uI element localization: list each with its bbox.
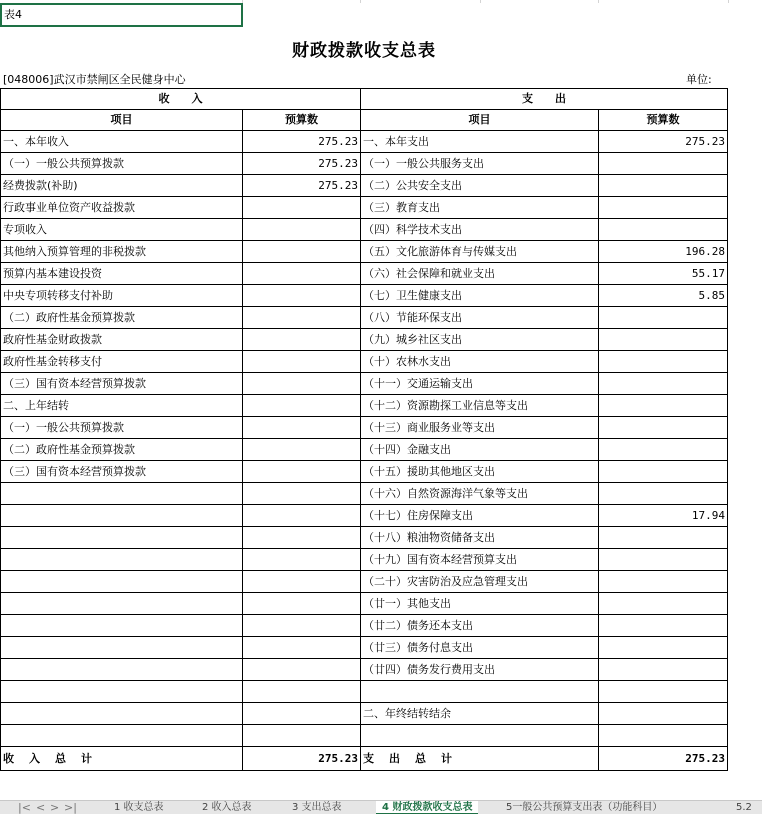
expense-value-cell[interactable] — [599, 571, 728, 593]
expense-item-cell[interactable]: （廿二）债务还本支出 — [361, 615, 599, 637]
expense-value-cell[interactable] — [599, 417, 728, 439]
tab-6[interactable]: 5.2 — [736, 802, 752, 813]
income-item-cell[interactable]: （二）政府性基金预算拨款 — [1, 307, 243, 329]
table-row — [1, 571, 728, 593]
expense-item-cell[interactable]: （五）文化旅游体育与传媒支出 — [361, 241, 599, 263]
expense-item-cell[interactable]: （十三）商业服务业等支出 — [361, 417, 599, 439]
expense-item-cell[interactable]: 一、本年支出 — [361, 131, 599, 153]
income-value-cell[interactable] — [243, 241, 361, 263]
income-value-cell[interactable] — [243, 703, 361, 725]
tab-5[interactable]: 5一般公共预算支出表（功能科目） — [506, 802, 663, 813]
expense-item-cell[interactable]: （十一）交通运输支出 — [361, 373, 599, 395]
income-value-cell[interactable]: 275.23 — [243, 153, 361, 175]
income-item-cell[interactable]: 政府性基金转移支付 — [1, 351, 243, 373]
expense-value-cell[interactable] — [599, 659, 728, 681]
income-item-cell[interactable] — [1, 483, 243, 505]
income-value-cell[interactable] — [243, 549, 361, 571]
income-item-cell[interactable] — [1, 637, 243, 659]
table-row — [1, 373, 728, 395]
income-item-cell[interactable] — [1, 549, 243, 571]
expense-budget-header: 预算数 — [599, 110, 728, 131]
income-item-cell[interactable] — [1, 681, 243, 703]
table-row — [1, 285, 728, 307]
table-row — [1, 329, 728, 351]
income-value-cell[interactable] — [243, 373, 361, 395]
selected-cell[interactable]: 表4 — [0, 3, 243, 27]
table-row — [1, 461, 728, 483]
expense-value-cell[interactable] — [599, 703, 728, 725]
table-row — [1, 703, 728, 725]
income-item-cell[interactable]: 其他纳入预算管理的非税拨款 — [1, 241, 243, 263]
table-row — [1, 615, 728, 637]
income-value-cell[interactable] — [243, 439, 361, 461]
expense-item-cell[interactable]: （七）卫生健康支出 — [361, 285, 599, 307]
expense-value-cell[interactable]: 17.94 — [599, 505, 728, 527]
income-item-cell[interactable] — [1, 615, 243, 637]
expense-section-header: 支 出 — [361, 89, 728, 110]
table-row — [1, 351, 728, 373]
income-value-cell[interactable] — [243, 681, 361, 703]
expense-item-cell[interactable]: （廿三）债务付息支出 — [361, 637, 599, 659]
income-item-cell[interactable]: 行政事业单位资产收益拨款 — [1, 197, 243, 219]
table-row — [1, 153, 728, 175]
table-row — [1, 659, 728, 681]
table-row — [1, 197, 728, 219]
expense-item-cell[interactable]: （十六）自然资源海洋气象等支出 — [361, 483, 599, 505]
table-row — [1, 263, 728, 285]
income-item-cell[interactable] — [1, 571, 243, 593]
last-sheet-icon[interactable]: >| — [64, 801, 77, 814]
expense-item-cell[interactable]: （八）节能环保支出 — [361, 307, 599, 329]
income-section-header: 收 入 — [1, 89, 361, 110]
income-item-cell[interactable]: （一）一般公共预算拨款 — [1, 417, 243, 439]
table-row — [1, 131, 728, 153]
income-budget-header: 预算数 — [243, 110, 361, 131]
expense-item-cell[interactable]: （六）社会保障和就业支出 — [361, 263, 599, 285]
table-row — [1, 593, 728, 615]
tab-1[interactable]: 1 收支总表 — [114, 802, 164, 813]
unit-label: 单位: — [686, 73, 712, 86]
income-value-cell[interactable] — [243, 571, 361, 593]
income-item-cell[interactable]: （三）国有资本经营预算拨款 — [1, 461, 243, 483]
expense-item-cell[interactable]: （二十）灾害防治及应急管理支出 — [361, 571, 599, 593]
expense-value-cell[interactable] — [599, 219, 728, 241]
table-row — [1, 725, 728, 747]
budget-table — [0, 88, 728, 771]
expense-value-cell[interactable]: 55.17 — [599, 263, 728, 285]
income-item-cell[interactable] — [1, 659, 243, 681]
income-item-cell[interactable] — [1, 593, 243, 615]
income-value-cell[interactable] — [243, 329, 361, 351]
expense-value-cell[interactable] — [599, 351, 728, 373]
expense-item-cell[interactable]: （一）一般公共服务支出 — [361, 153, 599, 175]
income-item-cell[interactable] — [1, 505, 243, 527]
expense-value-cell[interactable]: 275.23 — [599, 131, 728, 153]
income-item-cell[interactable]: 专项收入 — [1, 219, 243, 241]
income-value-cell[interactable] — [243, 659, 361, 681]
income-value-cell[interactable] — [243, 725, 361, 747]
expense-value-cell[interactable] — [599, 153, 728, 175]
organization-label: [048006]武汉市禁闸区全民健身中心 — [3, 73, 186, 86]
income-value-cell[interactable] — [243, 263, 361, 285]
income-item-cell[interactable]: 一、本年收入 — [1, 131, 243, 153]
income-item-cell[interactable]: 二、上年结转 — [1, 395, 243, 417]
table-row — [1, 505, 728, 527]
sheet-tab-bar — [0, 800, 762, 814]
tab-2[interactable]: 2 收入总表 — [202, 802, 252, 813]
expense-value-cell[interactable] — [599, 329, 728, 351]
table-row — [1, 483, 728, 505]
expense-value-cell[interactable] — [599, 461, 728, 483]
income-value-cell[interactable]: 275.23 — [243, 175, 361, 197]
income-value-cell[interactable] — [243, 219, 361, 241]
expense-item-cell[interactable]: （二）公共安全支出 — [361, 175, 599, 197]
table-row — [1, 527, 728, 549]
expense-value-cell[interactable] — [599, 549, 728, 571]
expense-item-header: 项目 — [361, 110, 599, 131]
expense-value-cell[interactable]: 196.28 — [599, 241, 728, 263]
table-row — [1, 439, 728, 461]
income-item-cell[interactable] — [1, 725, 243, 747]
income-item-cell[interactable]: 政府性基金财政拨款 — [1, 329, 243, 351]
expense-value-cell[interactable] — [599, 637, 728, 659]
expense-item-cell[interactable]: 二、年终结转结余 — [361, 703, 599, 725]
table-row — [1, 637, 728, 659]
expense-item-cell[interactable]: （十八）粮油物资储备支出 — [361, 527, 599, 549]
income-value-cell[interactable] — [243, 483, 361, 505]
income-value-cell[interactable] — [243, 351, 361, 373]
income-item-cell[interactable]: 经费拨款(补助) — [1, 175, 243, 197]
income-value-cell[interactable] — [243, 285, 361, 307]
income-item-cell[interactable]: （一）一般公共预算拨款 — [1, 153, 243, 175]
column-divider — [728, 0, 729, 3]
column-divider — [360, 0, 361, 3]
expense-value-cell[interactable] — [599, 395, 728, 417]
table-row — [1, 241, 728, 263]
income-item-cell[interactable]: （二）政府性基金预算拨款 — [1, 439, 243, 461]
expense-total-label[interactable]: 支 出 总 计 — [361, 747, 599, 771]
income-value-cell[interactable] — [243, 417, 361, 439]
table-row — [1, 395, 728, 417]
expense-item-cell[interactable]: （廿四）债务发行费用支出 — [361, 659, 599, 681]
expense-value-cell[interactable] — [599, 593, 728, 615]
expense-item-cell[interactable]: （十五）援助其他地区支出 — [361, 461, 599, 483]
expense-item-cell[interactable]: （三）教育支出 — [361, 197, 599, 219]
income-item-cell[interactable]: （三）国有资本经营预算拨款 — [1, 373, 243, 395]
section-header-row — [1, 89, 728, 110]
income-value-cell[interactable] — [243, 197, 361, 219]
expense-value-cell[interactable] — [599, 197, 728, 219]
income-value-cell[interactable]: 275.23 — [243, 131, 361, 153]
next-sheet-icon[interactable]: > — [50, 801, 60, 814]
income-value-cell[interactable] — [243, 395, 361, 417]
income-value-cell[interactable] — [243, 505, 361, 527]
expense-item-cell[interactable]: （十二）资源勘探工业信息等支出 — [361, 395, 599, 417]
table-row — [1, 175, 728, 197]
expense-item-cell[interactable]: （十九）国有资本经营预算支出 — [361, 549, 599, 571]
income-value-cell[interactable] — [243, 307, 361, 329]
prev-sheet-icon[interactable]: < — [36, 801, 46, 814]
tab-3[interactable]: 3 支出总表 — [292, 802, 342, 813]
income-value-cell[interactable] — [243, 637, 361, 659]
expense-item-cell[interactable] — [361, 725, 599, 747]
table-row — [1, 417, 728, 439]
expense-item-cell[interactable] — [361, 681, 599, 703]
table-row — [1, 681, 728, 703]
expense-total-value[interactable]: 275.23 — [599, 747, 728, 771]
expense-value-cell[interactable] — [599, 725, 728, 747]
table-row — [1, 307, 728, 329]
expense-value-cell[interactable] — [599, 527, 728, 549]
income-value-cell[interactable] — [243, 593, 361, 615]
income-total-value[interactable]: 275.23 — [243, 747, 361, 771]
table-row — [1, 549, 728, 571]
income-item-header: 项目 — [1, 110, 243, 131]
expense-item-cell[interactable]: （九）城乡社区支出 — [361, 329, 599, 351]
expense-item-cell[interactable]: （十）农林水支出 — [361, 351, 599, 373]
tab-4-active[interactable]: 4 财政拨款收支总表 — [376, 801, 478, 814]
expense-value-cell[interactable] — [599, 439, 728, 461]
income-item-cell[interactable]: 中央专项转移支付补助 — [1, 285, 243, 307]
income-value-cell[interactable] — [243, 615, 361, 637]
expense-value-cell[interactable] — [599, 373, 728, 395]
column-divider — [598, 0, 599, 3]
total-row — [1, 747, 728, 771]
income-total-label[interactable]: 收 入 总 计 — [1, 747, 243, 771]
income-value-cell[interactable] — [243, 461, 361, 483]
income-item-cell[interactable] — [1, 703, 243, 725]
expense-item-cell[interactable]: （廿一）其他支出 — [361, 593, 599, 615]
expense-value-cell[interactable]: 5.85 — [599, 285, 728, 307]
expense-item-cell[interactable]: （四）科学技术支出 — [361, 219, 599, 241]
column-header-row — [1, 110, 728, 131]
expense-value-cell[interactable] — [599, 483, 728, 505]
sheet-title: 财政拨款收支总表 — [292, 41, 436, 61]
income-item-cell[interactable]: 预算内基本建设投资 — [1, 263, 243, 285]
expense-value-cell[interactable] — [599, 175, 728, 197]
income-value-cell[interactable] — [243, 527, 361, 549]
expense-value-cell[interactable] — [599, 307, 728, 329]
column-divider — [480, 0, 481, 3]
expense-value-cell[interactable] — [599, 615, 728, 637]
expense-item-cell[interactable]: （十四）金融支出 — [361, 439, 599, 461]
first-sheet-icon[interactable]: |< — [18, 801, 31, 814]
table-row — [1, 219, 728, 241]
expense-value-cell[interactable] — [599, 681, 728, 703]
expense-item-cell[interactable]: （十七）住房保障支出 — [361, 505, 599, 527]
income-item-cell[interactable] — [1, 527, 243, 549]
